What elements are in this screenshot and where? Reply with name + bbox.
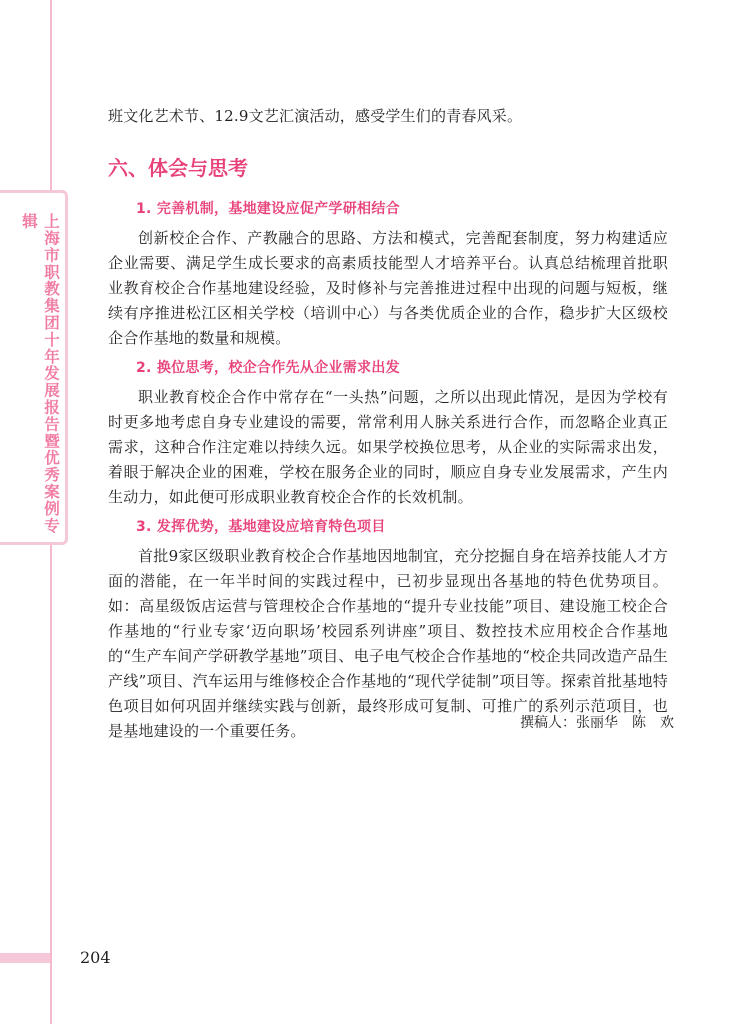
side-label: 上海市职教集团十年发展报告暨优秀案例专辑	[20, 213, 60, 535]
subsection-body: 创新校企合作、产教融合的思路、方法和模式，完善配套制度，努力构建适应企业需要、满足学生成长要求的高素质技能型人才培养平台。认真总结梳理首批职业教育校企合作基地建设经验，及时修补与完善推进过程中出现的问题与短板，继续有序推进松江区相关学校（培训中心）与各类优质企业的合作，稳步扩大区级校企合作基地的数量和规模。	[108, 229, 668, 347]
subsection-1	[108, 196, 668, 351]
section-title: 六、体会与思考	[108, 156, 248, 180]
subsection-heading: 2. 换位思考，校企合作先从企业需求出发	[136, 360, 400, 376]
page-number: 204	[80, 948, 111, 967]
subsection-body: 首批9家区级职业教育校企合作基地因地制宜，充分挖掘自身在培养技能人才方面的潜能，在一年半时间的实践过程中，已初步显现出各基地的特色优势项目。如：高星级饭店运营与管理校企合作基地的“提升专业技能”项目、建设施工校企合作基地的“行业专家‘迈向职场’校园系列讲座”项目、数控技术应用校企合作基地的“生产车间产学研教学基地”项目、电子电气校企合作基地的“校企共同改造产品生产线”项目、汽车运用与维修校企合作基地的“现代学徒制”项目等。探索首批基地特色项目如何巩固并继续实践与创新，最终形成可复制、可推广的系列示范项目，也是基地建设的一个重要任务。	[108, 547, 668, 740]
side-label-box	[0, 190, 68, 545]
subsection-body: 职业教育校企合作中常存在“一头热”问题，之所以出现此情况，是因为学校有时更多地考虑自身专业建设的需要，常常利用人脉关系进行合作，而忽略企业真正需求，这种合作注定难以持续久远。如果学校换位思考，从企业的实际需求出发，着眼于解决企业的困难，学校在服务企业的同时，顺应自身专业发展需求，产生内生动力，如此便可形成职业教育校企合作的长效机制。	[108, 388, 668, 506]
subsection-list	[108, 196, 668, 744]
subsection-2	[108, 355, 668, 510]
author-credit: 撰稿人：张丽华 陈 欢	[520, 715, 674, 731]
subsection-3	[108, 514, 668, 744]
footer-bar	[0, 953, 50, 963]
intro-line: 班文化艺术节、12.9文艺汇演活动，感受学生们的青春风采。	[108, 107, 523, 125]
subsection-heading: 3. 发挥优势，基地建设应培育特色项目	[136, 519, 386, 535]
subsection-heading: 1. 完善机制，基地建设应促产学研相结合	[136, 201, 400, 217]
